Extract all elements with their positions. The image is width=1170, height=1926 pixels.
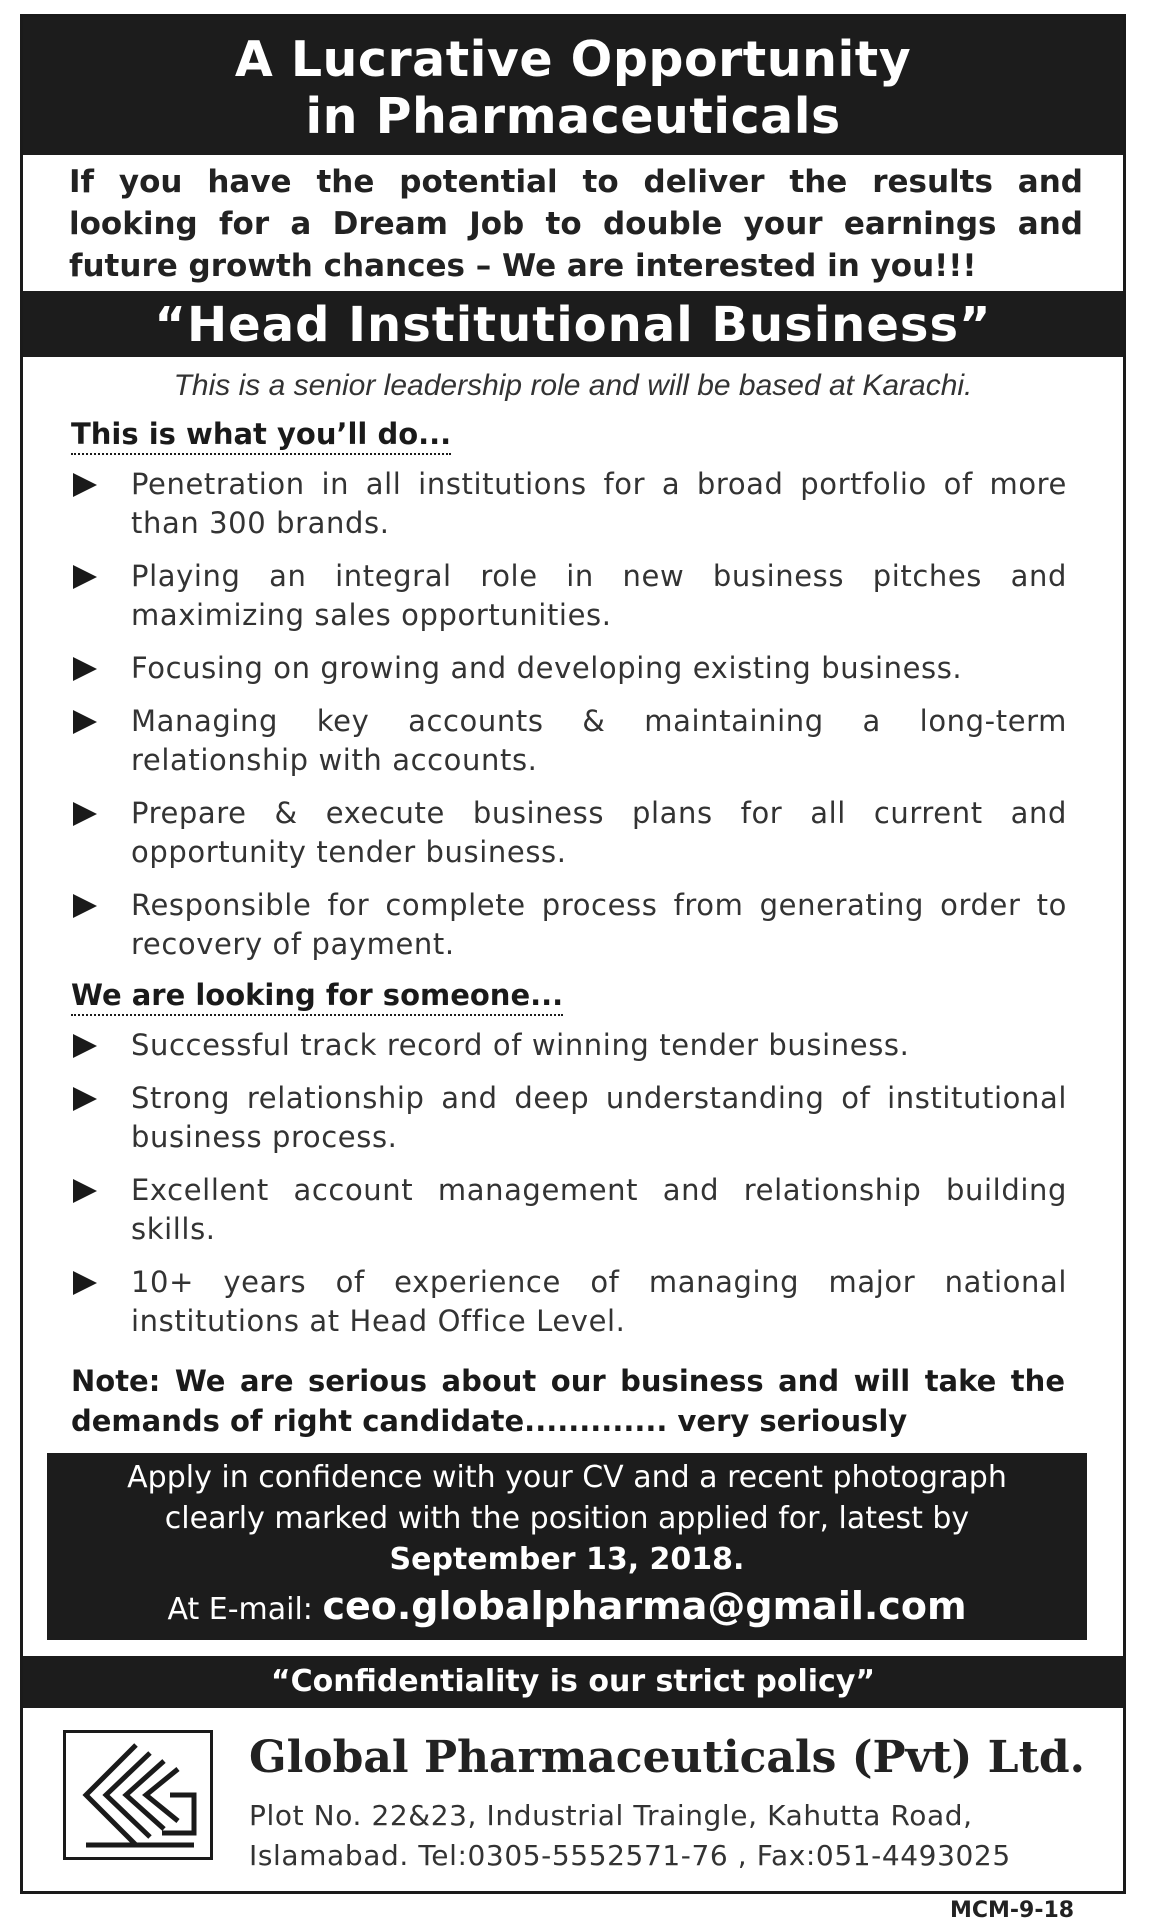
duty-text: Prepare & execute business plans for all current and opportunity tender business. bbox=[131, 796, 1067, 869]
duty-text: Managing key accounts & maintaining a long-term relationship with accounts. bbox=[131, 704, 1067, 777]
duties-heading: This is what you’ll do... bbox=[71, 417, 451, 455]
deadline-date: September 13, 2018. bbox=[389, 1542, 745, 1577]
list-item bbox=[69, 886, 1067, 964]
arrow-bullet-icon bbox=[73, 657, 97, 681]
list-item bbox=[69, 1171, 1067, 1249]
list-item bbox=[69, 794, 1067, 872]
duty-text: Focusing on growing and developing existing business. bbox=[131, 651, 963, 685]
job-title: “Head Institutional Business” bbox=[23, 291, 1123, 357]
company-footer bbox=[23, 1708, 1123, 1872]
email-address[interactable]: ceo.globalpharma@gmail.com bbox=[322, 1584, 967, 1628]
note-text: Note: We are serious about our business and will take the demands of right candidate............. very seriously bbox=[71, 1364, 1065, 1438]
list-item bbox=[69, 465, 1067, 543]
job-advertisement bbox=[20, 14, 1126, 1894]
email-label: At E-mail: bbox=[167, 1592, 313, 1627]
ad-code: MCM-9-18 bbox=[950, 1898, 1075, 1923]
arrow-bullet-icon bbox=[73, 1034, 97, 1058]
arrow-bullet-icon bbox=[73, 1179, 97, 1203]
list-item bbox=[69, 649, 1067, 688]
apply-line-1: Apply in confidence with your CV and a recent photograph bbox=[127, 1460, 1007, 1495]
email-row bbox=[57, 1586, 1077, 1630]
list-item bbox=[69, 557, 1067, 635]
address-line-1: Plot No. 22&23, Industrial Traingle, Kahutta Road, bbox=[249, 1799, 973, 1832]
requirement-text: Excellent account management and relationship building skills. bbox=[131, 1173, 1067, 1246]
headline-line-2: in Pharmaceuticals bbox=[305, 88, 841, 145]
headline-banner bbox=[23, 17, 1123, 155]
list-item bbox=[69, 1263, 1067, 1341]
headline-line-1: A Lucrative Opportunity bbox=[234, 31, 912, 88]
company-logo-icon bbox=[63, 1730, 213, 1860]
requirements-section bbox=[23, 978, 1123, 1341]
list-item bbox=[69, 1079, 1067, 1157]
duties-section bbox=[23, 417, 1123, 964]
intro-text: If you have the potential to deliver the results and looking for a Dream Job to double your earnings and future growth chances – We are interested in you!!! bbox=[69, 164, 1083, 284]
list-item bbox=[69, 702, 1067, 780]
list-item bbox=[69, 1026, 1067, 1065]
requirement-text: Successful track record of winning tender business. bbox=[131, 1028, 910, 1062]
confidentiality-banner: “Confidentiality is our strict policy” bbox=[23, 1656, 1123, 1708]
company-address bbox=[249, 1796, 1011, 1876]
requirement-text: 10+ years of experience of managing major national institutions at Head Office Level. bbox=[131, 1265, 1067, 1338]
requirements-list bbox=[23, 1026, 1123, 1341]
arrow-bullet-icon bbox=[73, 894, 97, 918]
arrow-bullet-icon bbox=[73, 1271, 97, 1295]
company-name: Global Pharmaceuticals (Pvt) Ltd. bbox=[249, 1732, 1085, 1783]
arrow-bullet-icon bbox=[73, 710, 97, 734]
arrow-bullet-icon bbox=[73, 1087, 97, 1111]
address-line-2: Islamabad. Tel:0305-5552571-76 , Fax:051-4493025 bbox=[249, 1839, 1011, 1872]
arrow-bullet-icon bbox=[73, 565, 97, 589]
arrow-bullet-icon bbox=[73, 473, 97, 497]
apply-box bbox=[47, 1453, 1087, 1640]
arrow-bullet-icon bbox=[73, 802, 97, 826]
apply-line-2: clearly marked with the position applied for, latest by bbox=[164, 1501, 970, 1536]
requirement-text: Strong relationship and deep understanding of institutional business process. bbox=[131, 1081, 1067, 1154]
role-subtitle: This is a senior leadership role and will be based at Karachi. bbox=[173, 369, 973, 402]
duty-text: Playing an integral role in new business pitches and maximizing sales opportunities. bbox=[131, 559, 1067, 632]
requirements-heading: We are looking for someone... bbox=[71, 978, 563, 1016]
logo-mark-icon bbox=[66, 1733, 210, 1857]
duty-text: Penetration in all institutions for a broad portfolio of more than 300 brands. bbox=[131, 467, 1067, 540]
duty-text: Responsible for complete process from generating order to recovery of payment. bbox=[131, 888, 1067, 961]
duties-list bbox=[23, 465, 1123, 964]
